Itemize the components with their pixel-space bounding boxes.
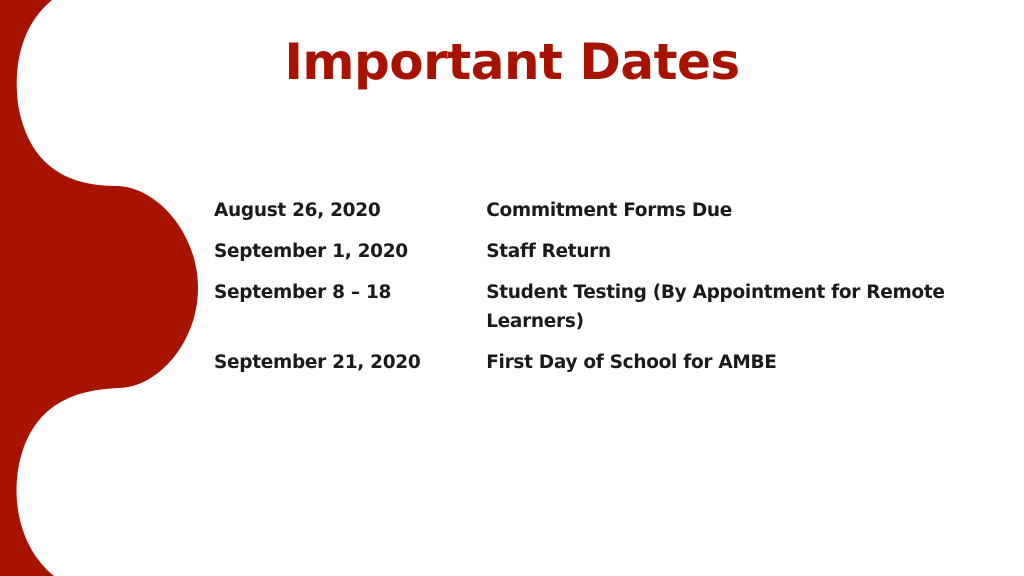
date-cell: September 1, 2020 <box>214 241 408 262</box>
event-cell: Staff Return <box>486 241 611 262</box>
event-cell: First Day of School for AMBE <box>486 352 777 373</box>
table-row <box>214 348 994 389</box>
date-cell: August 26, 2020 <box>214 200 381 221</box>
table-row <box>214 237 994 278</box>
important-dates-table <box>214 196 994 389</box>
date-cell: September 8 – 18 <box>214 282 392 303</box>
event-cell: Commitment Forms Due <box>486 200 733 221</box>
event-cell: Student Testing (By Appointment for Remote Learners) <box>486 282 945 332</box>
table-row <box>214 196 994 237</box>
table-row <box>214 278 994 348</box>
date-cell: September 21, 2020 <box>214 352 421 373</box>
page-title: Important Dates <box>284 33 740 91</box>
